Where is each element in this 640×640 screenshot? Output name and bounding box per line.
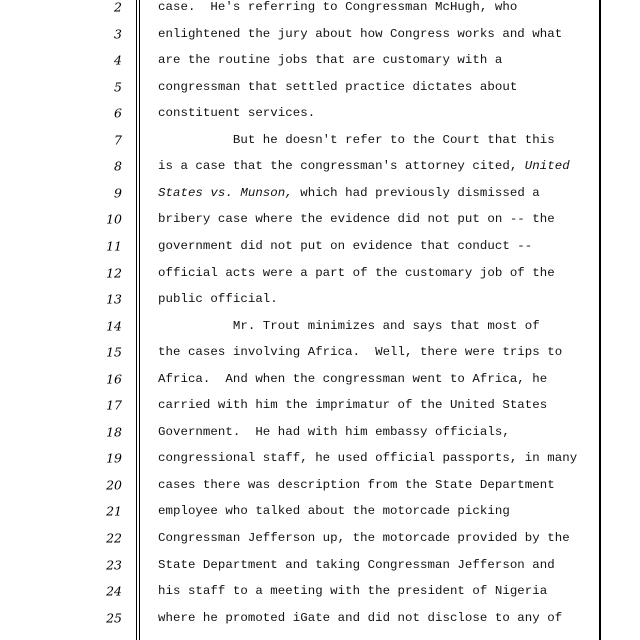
- line-segment: employee who talked about the motorcade picking: [158, 504, 510, 519]
- line-number: 16: [106, 371, 122, 387]
- line-segment: cases there was description from the State Department: [158, 477, 555, 492]
- line-text: [158, 266, 555, 280]
- line-segment: constituent services.: [158, 106, 316, 121]
- line-segment: carried with him the imprimatur of the United States: [158, 398, 548, 413]
- transcript-line: [0, 260, 640, 286]
- line-segment: which had previously dismissed a: [292, 185, 540, 200]
- line-number: 17: [106, 397, 122, 413]
- line-segment: public official.: [158, 292, 278, 307]
- line-segment: Africa. And when the congressman went to Africa, he: [158, 371, 548, 386]
- transcript-line: [0, 552, 640, 578]
- line-segment: government did not put on evidence that conduct --: [158, 238, 533, 253]
- transcript-line: [0, 578, 640, 604]
- line-text: [158, 319, 540, 333]
- line-number: 20: [106, 477, 122, 493]
- line-segment: But he doesn't refer to the Court that this: [158, 132, 555, 147]
- line-text: [158, 345, 562, 359]
- line-number: 19: [106, 450, 122, 466]
- line-number: 7: [114, 132, 122, 148]
- line-segment: congressional staff, he used official passports, in many: [158, 451, 578, 466]
- line-number: 8: [114, 158, 122, 174]
- line-number: 2: [114, 0, 122, 15]
- line-text: [158, 611, 562, 625]
- line-text: [158, 531, 570, 545]
- transcript-line: [0, 47, 640, 73]
- line-text: [158, 159, 570, 173]
- line-number: 10: [106, 211, 122, 227]
- line-number: 24: [106, 583, 122, 599]
- line-number: 13: [106, 291, 122, 307]
- line-text: [158, 106, 315, 120]
- line-text: [158, 504, 510, 518]
- line-text: [158, 372, 547, 386]
- line-text: [158, 239, 532, 253]
- line-text: [158, 53, 502, 67]
- transcript-line: [0, 445, 640, 471]
- transcript-line: [0, 74, 640, 100]
- transcript-line: [0, 21, 640, 47]
- line-segment: Congressman Jefferson up, the motorcade provided by the: [158, 531, 570, 545]
- line-number: 5: [114, 79, 122, 95]
- line-text: [158, 292, 278, 306]
- transcript-line: [0, 286, 640, 312]
- transcript-line: [0, 206, 640, 232]
- transcript-line: [0, 498, 640, 524]
- line-number: 9: [114, 185, 122, 201]
- line-number: 23: [106, 557, 122, 573]
- line-segment: congressman that settled practice dictates about: [158, 79, 518, 94]
- transcript-line: [0, 392, 640, 418]
- line-text: [158, 0, 517, 14]
- case-citation: United: [524, 159, 570, 174]
- line-text: [158, 584, 547, 598]
- line-segment: is a case that the congressman's attorney cited,: [158, 159, 525, 174]
- line-number: 25: [106, 610, 122, 626]
- transcript-line: [0, 525, 640, 551]
- line-text: [158, 212, 555, 226]
- line-number: 3: [114, 26, 122, 42]
- line-number: 11: [106, 238, 122, 254]
- line-text: [158, 558, 555, 572]
- line-segment: Government. He had with him embassy officials,: [158, 424, 510, 439]
- transcript-line: [0, 153, 640, 179]
- transcript-line: [0, 233, 640, 259]
- line-text: [158, 398, 547, 412]
- transcript-line: [0, 419, 640, 445]
- line-text: [158, 133, 555, 147]
- line-number: 22: [106, 530, 122, 546]
- line-text: [158, 478, 555, 492]
- line-segment: State Department and taking Congressman Jefferson and: [158, 557, 555, 572]
- line-number: 6: [114, 105, 122, 121]
- transcript-line: [0, 100, 640, 126]
- line-number: 18: [106, 424, 122, 440]
- line-text: [158, 186, 540, 200]
- line-segment: Mr. Trout minimizes and says that most of: [158, 318, 540, 333]
- line-segment: his staff to a meeting with the president of Nigeria: [158, 584, 548, 599]
- line-segment: bribery case where the evidence did not put on -- the: [158, 212, 555, 227]
- transcript-line: [0, 313, 640, 339]
- line-segment: case. He's referring to Congressman McHugh, who: [158, 0, 518, 14]
- transcript-line: [0, 180, 640, 206]
- transcript-line: [0, 127, 640, 153]
- transcript-line: [0, 339, 640, 365]
- line-text: [158, 80, 517, 94]
- line-number: 14: [106, 318, 122, 334]
- case-citation: States vs. Munson,: [158, 185, 293, 200]
- line-segment: official acts were a part of the customary job of the: [158, 265, 555, 280]
- transcript-line: [0, 366, 640, 392]
- line-number: 12: [106, 265, 122, 280]
- line-number: 15: [106, 344, 122, 360]
- transcript-line: [0, 472, 640, 498]
- line-text: [158, 27, 562, 41]
- line-segment: where he promoted iGate and did not disclose to any of: [158, 610, 563, 625]
- line-number: 21: [106, 503, 122, 519]
- transcript-line: [0, 0, 640, 20]
- line-segment: are the routine jobs that are customary with a: [158, 53, 503, 68]
- line-number: 4: [114, 52, 122, 68]
- transcript-line: [0, 605, 640, 631]
- line-segment: the cases involving Africa. Well, there were trips to: [158, 345, 563, 360]
- line-text: [158, 451, 577, 465]
- line-segment: enlightened the jury about how Congress works and what: [158, 26, 563, 41]
- line-text: [158, 425, 510, 439]
